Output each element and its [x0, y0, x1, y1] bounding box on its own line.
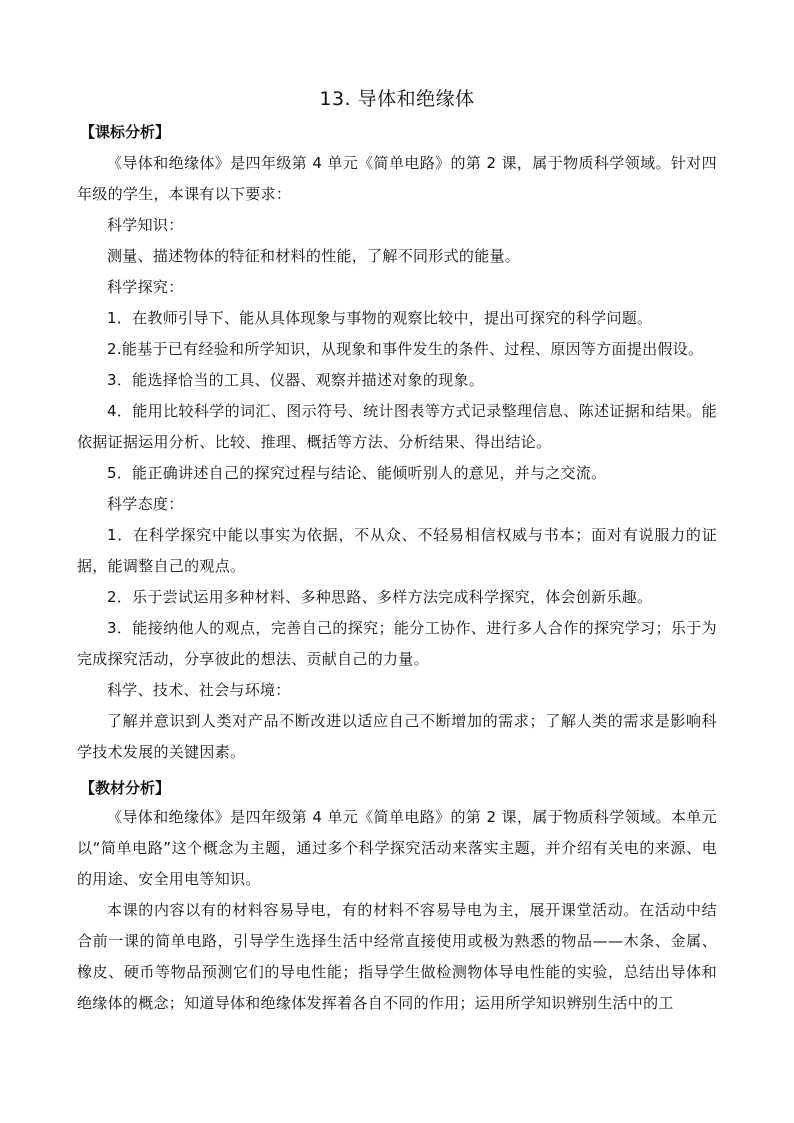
- paragraph: 5．能正确讲述自己的探究过程与结论、能倾听别人的意见，并与之交流。: [107, 464, 607, 482]
- paragraph: 《导体和绝缘体》是四年级第 4 单元《简单电路》的第 2 课，属于物质科学领域。本单元以“简单电路”这个概念为主题，通过多个科学探究活动来落实主题，并介绍有关电的来源、电的用途、安全用电等知识。: [77, 808, 717, 888]
- paragraph: 科学知识：: [107, 216, 184, 234]
- paragraph: 2．乐于尝试运用多种材料、多种思路、多样方法完成科学探究，体会创新乐趣。: [107, 588, 653, 606]
- paragraph: 科学态度：: [107, 495, 184, 513]
- paragraph: 了解并意识到人类对产品不断改进以适应自己不断增加的需求；了解人类的需求是影响科学技术发展的关键因素。: [77, 712, 717, 761]
- paragraph: 3．能接纳他人的观点，完善自己的探究；能分工协作、进行多人合作的探究学习；乐于为完成探究活动，分享彼此的想法、贡献自己的力量。: [77, 619, 717, 668]
- paragraph: 本课的内容以有的材料容易导电，有的材料不容易导电为主，展开课堂活动。在活动中结合前一课的简单电路，引导学生选择生活中经常直接使用或极为熟悉的物品——木条、金属、橡皮、硬币等物品预测它们的导电性能；指导学生做检测物体导电性能的实验，总结出导体和绝缘体的概念；知道导体和绝缘体发挥着各自不同的作用；运用所学知识辨别生活中的工: [77, 901, 717, 1012]
- paragraph: 4．能用比较科学的词汇、图示符号、统计图表等方式记录整理信息、陈述证据和结果。能依据证据运用分析、比较、推理、概括等方法、分析结果、得出结论。: [77, 402, 717, 451]
- paragraph: 2.能基于已有经验和所学知识，从现象和事件发生的条件、过程、原因等方面提出假设。: [107, 340, 704, 358]
- paragraph: 科学探究：: [107, 278, 184, 296]
- document-title: 13. 导体和绝缘体: [319, 88, 475, 110]
- paragraph: 3．能选择恰当的工具、仪器、观察并描述对象的现象。: [107, 371, 485, 389]
- paragraph: 测量、描述物体的特征和材料的性能，了解不同形式的能量。: [107, 247, 521, 265]
- paragraph: 1．在教师引导下、能从具体现象与事物的观察比较中，提出可探究的科学问题。: [107, 309, 653, 327]
- paragraph: 1．在科学探究中能以事实为依据，不从众、不轻易相信权威与书本；面对有说服力的证据，能调整自己的观点。: [77, 526, 717, 575]
- section-heading-curriculum-analysis: 【课标分析】: [80, 123, 171, 141]
- paragraph: 科学、技术、社会与环境：: [107, 681, 291, 699]
- section-heading-textbook-analysis: 【教材分析】: [80, 779, 171, 797]
- paragraph: 《导体和绝缘体》是四年级第 4 单元《简单电路》的第 2 课，属于物质科学领域。针对四年级的学生，本课有以下要求：: [77, 154, 717, 203]
